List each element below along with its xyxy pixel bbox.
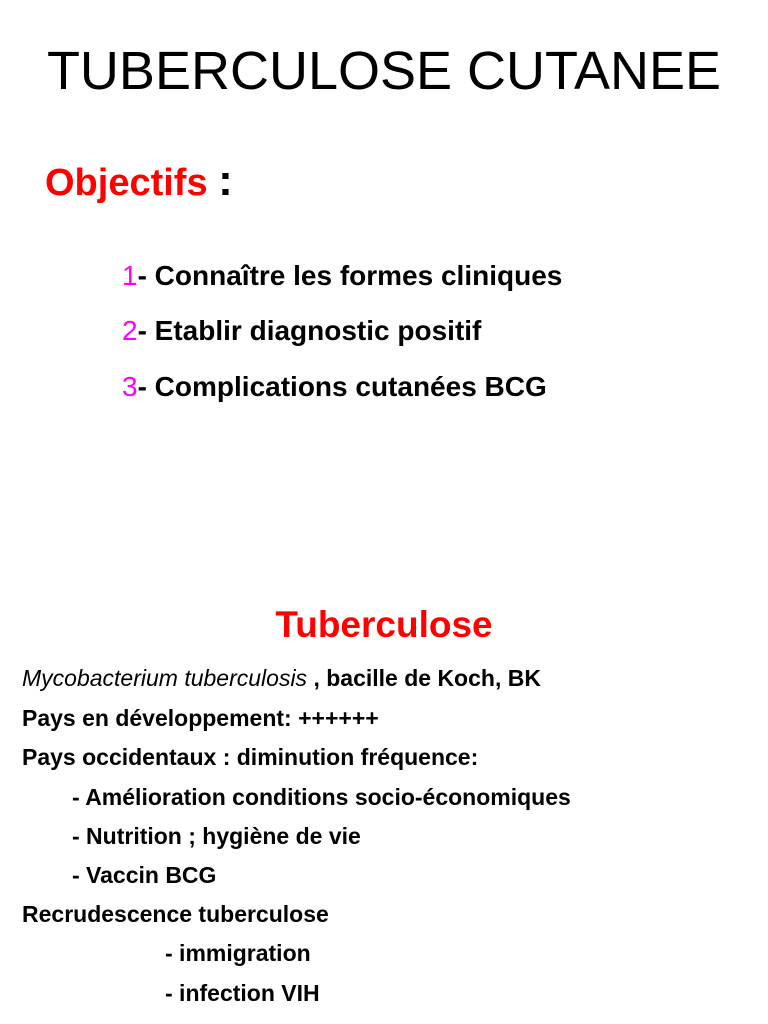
objective-item-3: [122, 371, 547, 403]
bullet-item: - Amélioration conditions socio-économiques: [72, 784, 571, 810]
objective-item-2: [122, 315, 481, 347]
text-line-developing: Pays en développement: ++++++: [22, 705, 379, 731]
bullet-item: - Vaccin BCG: [72, 862, 217, 888]
objective-number: 1: [122, 260, 138, 291]
objectifs-heading: [45, 156, 233, 206]
section-title: Tuberculose: [275, 604, 493, 645]
objectifs-label: Objectifs: [45, 162, 208, 204]
objective-item-1: [122, 260, 562, 292]
objective-text: - Complications cutanées BCG: [137, 371, 547, 402]
page-title: TUBERCULOSE CUTANEE: [46, 41, 722, 101]
bullet-item: - Nutrition ; hygiène de vie: [72, 823, 361, 849]
species-description: , bacille de Koch, BK: [307, 665, 541, 691]
objective-text: - Etablir diagnostic positif: [137, 315, 482, 346]
text-line-recrudescence: Recrudescence tuberculose: [22, 901, 329, 927]
sub-bullet-item: - immigration: [165, 940, 311, 966]
objective-number: 2: [122, 315, 138, 346]
species-name: Mycobacterium tuberculosis: [22, 665, 308, 691]
text-line-western: Pays occidentaux : diminution fréquence:: [22, 744, 479, 770]
objective-number: 3: [122, 371, 138, 402]
objective-text: - Connaître les formes cliniques: [137, 260, 563, 291]
sub-bullet-item: - infection VIH: [165, 980, 320, 1006]
objectifs-colon: :: [218, 156, 233, 205]
text-line-mycobacterium: [22, 665, 541, 692]
